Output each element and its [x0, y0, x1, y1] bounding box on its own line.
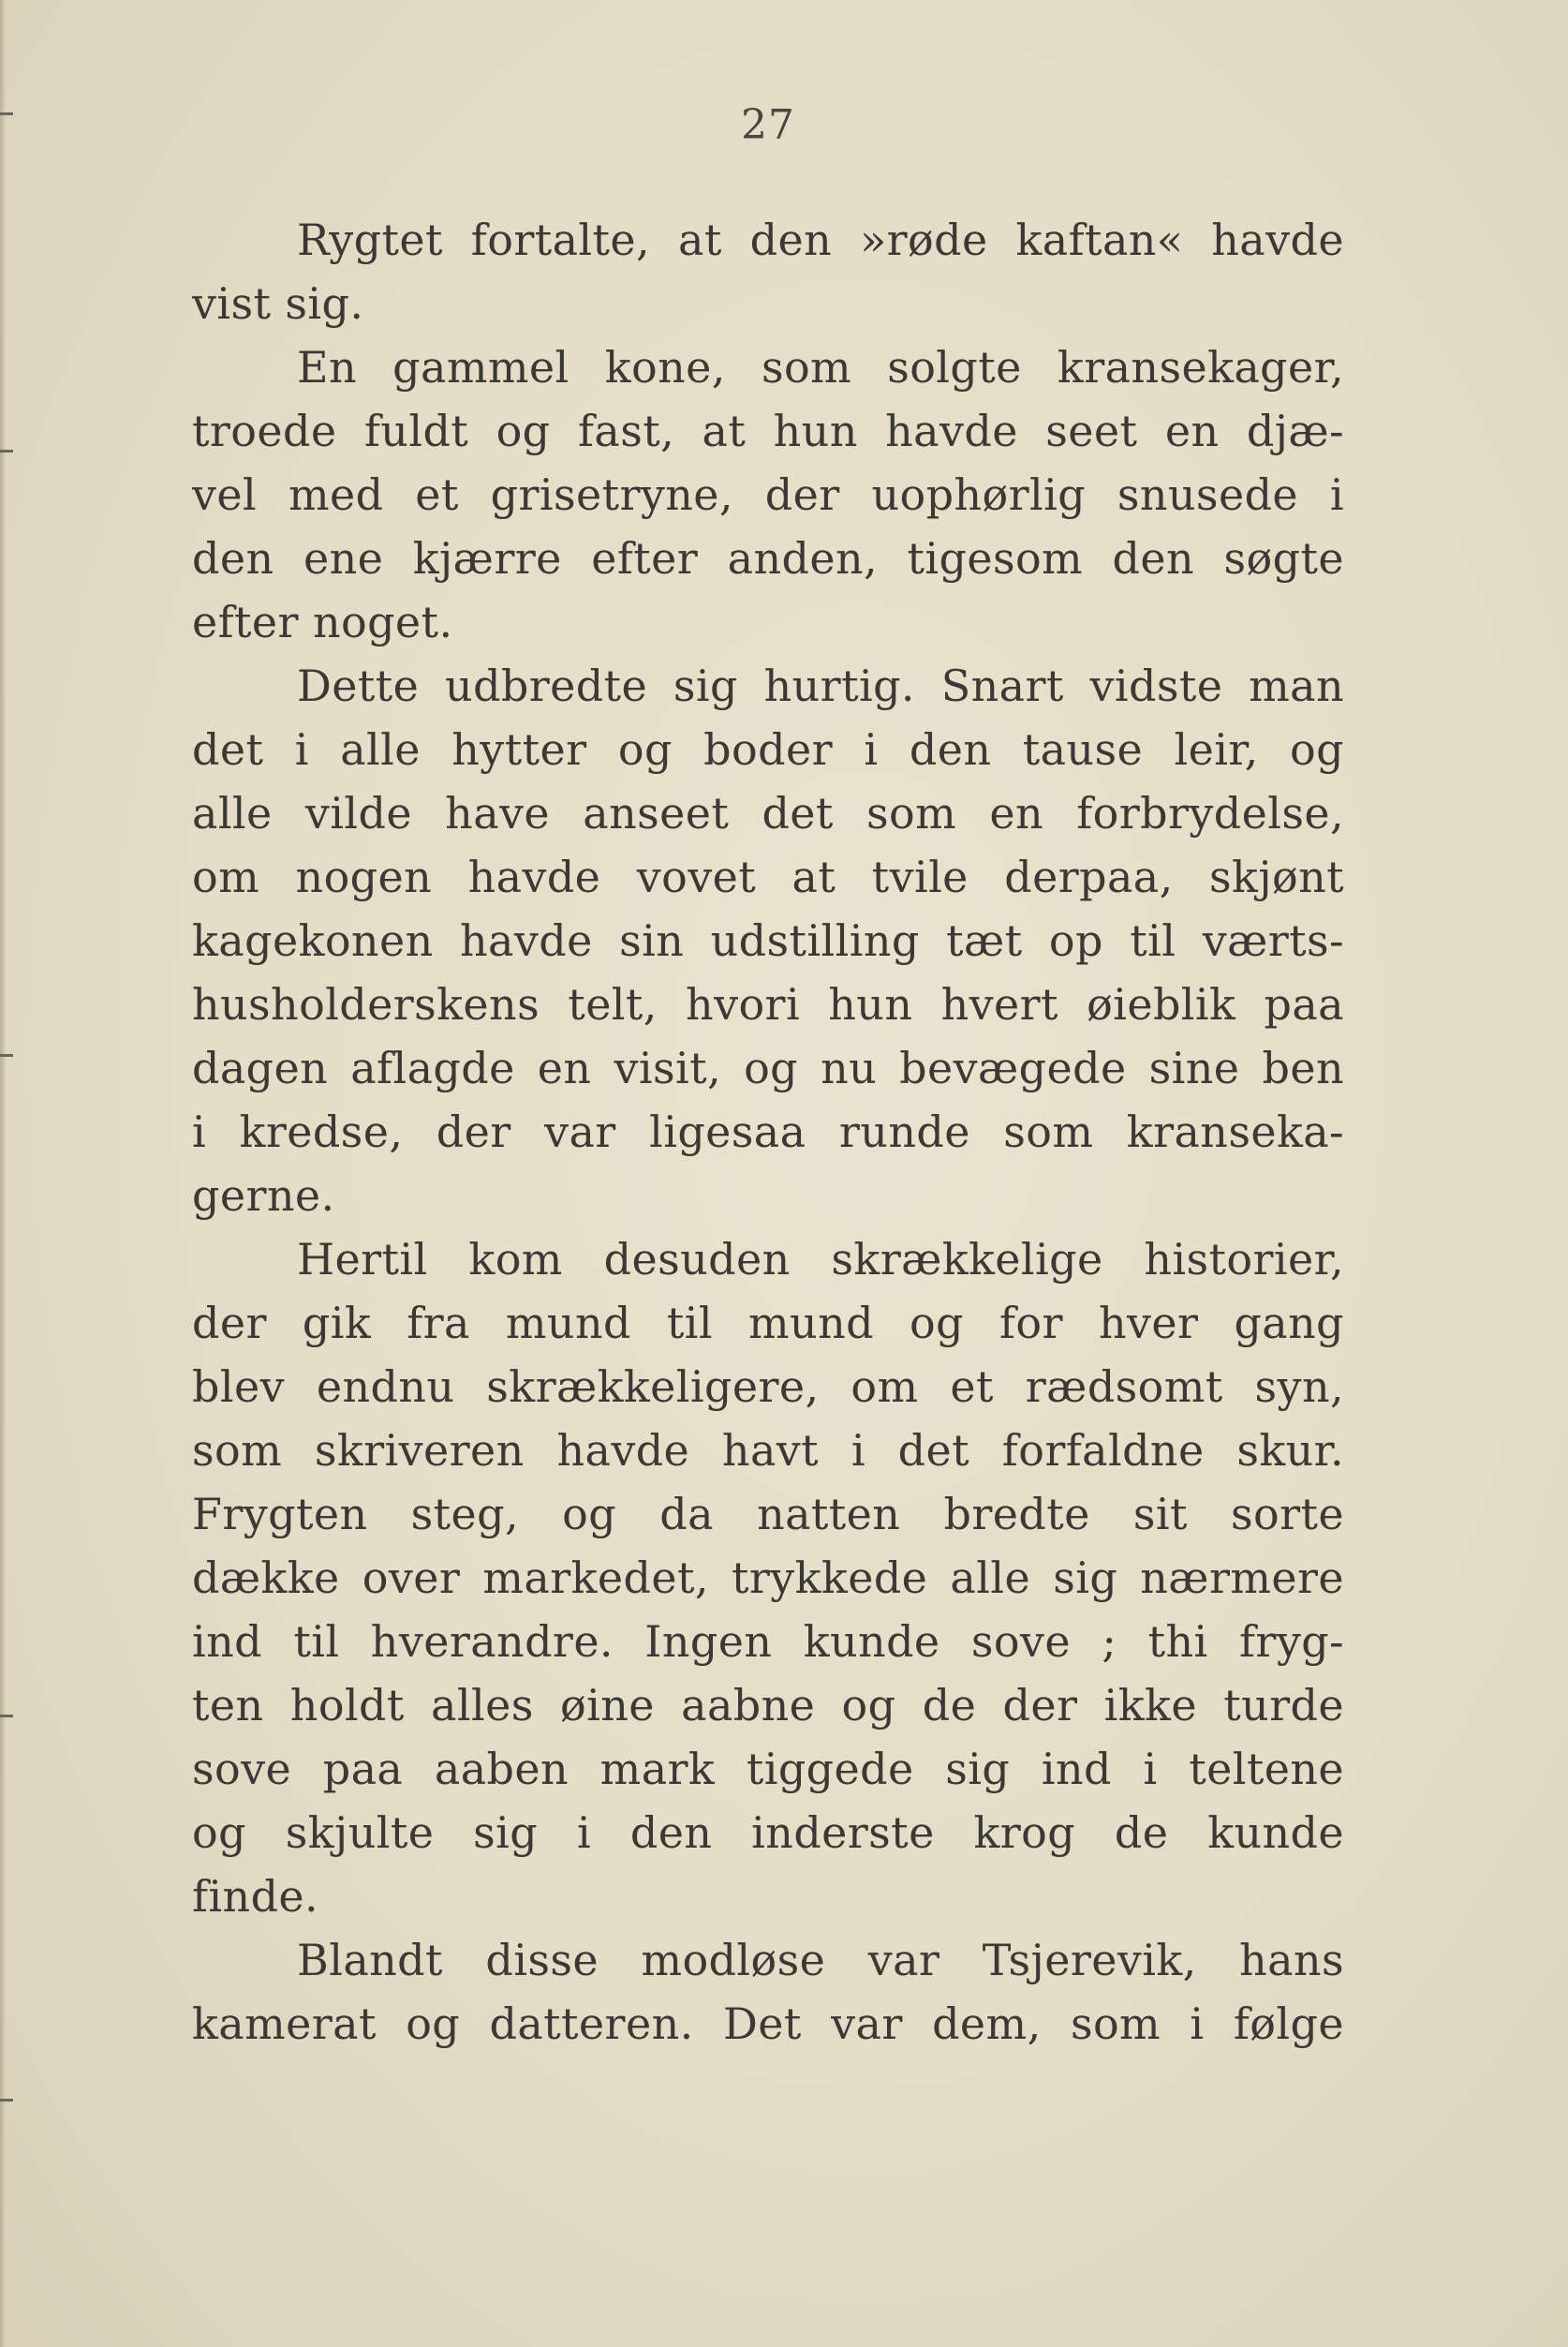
text-line: dagen aflagde en visit, og nu bevægede sine ben — [192, 1043, 1344, 1093]
text-line: blev endnu skrækkeligere, om et rædsomt syn, — [192, 1361, 1344, 1412]
text-line: Blandt disse modløse var Tsjerevik, hans — [297, 1935, 1344, 1985]
text-line: kagekonen havde sin udstilling tæt op til værts- — [192, 915, 1344, 966]
text-line: vist sig. — [192, 278, 364, 329]
text-line: kamerat og datteren. Det var dem, som i følge — [192, 1998, 1344, 2049]
text-line: En gammel kone, som solgte kransekager, — [297, 342, 1344, 393]
body-text — [192, 208, 1344, 2056]
text-line: i kredse, der var ligesaa runde som kranseka- — [192, 1107, 1344, 1157]
text-line: husholderskens telt, hvori hun hvert øieblik paa — [192, 979, 1344, 1030]
text-line: og skjulte sig i den inderste krog de kunde — [192, 1807, 1344, 1858]
text-line: om nogen havde vovet at tvile derpaa, skjønt — [192, 852, 1344, 902]
text-line: alle vilde have anseet det som en forbrydelse, — [192, 788, 1344, 839]
text-line: som skriveren havde havt i det forfaldne skur. — [192, 1425, 1344, 1476]
text-line: Hertil kom desuden skrækkelige historier, — [297, 1234, 1344, 1285]
text-line: det i alle hytter og boder i den tause leir, og — [192, 724, 1344, 775]
text-line: ten holdt alles øine aabne og de der ikke turde — [192, 1680, 1344, 1731]
binding-mark — [0, 2099, 13, 2102]
text-line: den ene kjærre efter anden, tigesom den søgte — [192, 533, 1344, 584]
page-number: 27 — [741, 101, 795, 149]
text-line: efter noget. — [192, 597, 453, 647]
text-line: Rygtet fortalte, at den »røde kaftan« havde — [297, 215, 1344, 265]
text-line: sove paa aaben mark tiggede sig ind i teltene — [192, 1744, 1344, 1794]
text-line: finde. — [192, 1871, 319, 1922]
text-line: gerne. — [192, 1170, 335, 1221]
binding-mark — [0, 1054, 13, 1057]
text-line: ind til hverandre. Ingen kunde sove ; thi fryg- — [192, 1616, 1344, 1667]
binding-mark — [0, 1715, 13, 1717]
text-line: dække over markedet, trykkede alle sig nærmere — [192, 1552, 1344, 1603]
binding-mark — [0, 112, 13, 115]
text-line: troede fuldt og fast, at hun havde seet en djæ- — [192, 406, 1344, 456]
binding-edge — [0, 0, 6, 2347]
binding-mark — [0, 450, 13, 453]
text-line: der gik fra mund til mund og for hver gang — [192, 1298, 1344, 1348]
text-line: vel med et grisetryne, der uophørlig snusede i — [192, 469, 1344, 520]
text-line: Dette udbredte sig hurtig. Snart vidste man — [297, 661, 1344, 711]
text-line: Frygten steg, og da natten bredte sit sorte — [192, 1489, 1344, 1539]
